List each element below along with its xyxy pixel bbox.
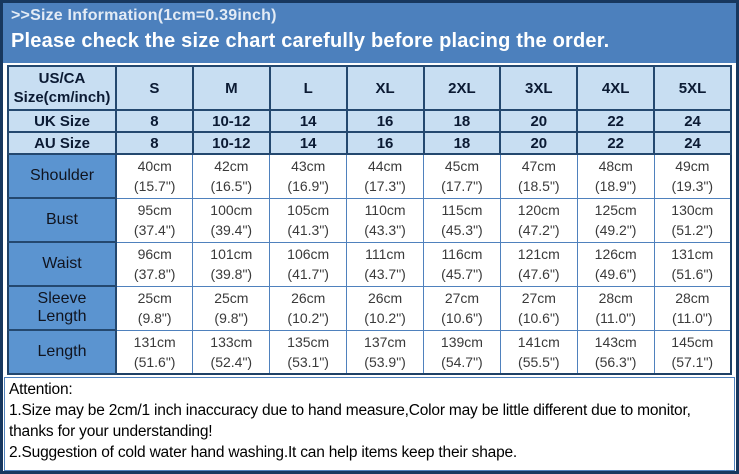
cm-value: 110cm [364, 202, 406, 218]
uk-size-value: 18 [424, 110, 501, 132]
measurement-cell [654, 286, 731, 330]
inch-value: (39.4") [210, 222, 253, 238]
row-label-waist: Waist [8, 242, 116, 286]
measurement-cell [500, 198, 577, 242]
size-column-header-s: S [116, 66, 193, 110]
cm-value: 95cm [137, 202, 172, 218]
cm-value: 27cm [521, 290, 556, 306]
inch-value: (55.5") [518, 353, 560, 370]
measurement-row-waist [8, 242, 731, 286]
inch-value: (39.8") [210, 266, 253, 282]
cm-value: 42cm [214, 158, 249, 175]
inch-value: (18.5") [518, 178, 560, 195]
cm-value: 106cm [287, 246, 330, 262]
cm-value: 45cm [444, 158, 480, 175]
measurement-row-shoulder [8, 154, 731, 198]
measurement-cell [577, 198, 654, 242]
uk-size-value: 8 [116, 110, 193, 132]
uk-size-label: UK Size [8, 110, 116, 132]
measurement-cell [270, 198, 347, 242]
measurement-cell [193, 154, 270, 198]
inch-value: (10.2") [364, 310, 406, 326]
inch-value: (54.7") [441, 353, 483, 370]
measurement-cell [116, 330, 193, 374]
measurement-cell [424, 242, 501, 286]
cm-value: 111cm [365, 246, 406, 262]
inch-value: (43.3") [364, 222, 406, 238]
inch-value: (10.6") [441, 310, 483, 326]
size-info-heading: >>Size Information(1cm=0.39inch) [11, 7, 277, 24]
au-size-label: AU Size [8, 132, 116, 154]
cm-value: 115cm [441, 202, 483, 218]
measurement-cell [424, 198, 501, 242]
inch-value: (43.7") [364, 266, 406, 282]
measurement-cell [654, 330, 731, 374]
measurement-cell [116, 154, 193, 198]
inch-value: (10.6") [518, 310, 560, 326]
uk-size-value: 10-12 [193, 110, 270, 132]
inch-value: (9.8") [137, 310, 172, 326]
measurement-cell [193, 198, 270, 242]
attention-title: Attention: [9, 381, 73, 398]
inch-value: (9.8") [214, 310, 249, 326]
measurement-cell [270, 286, 347, 330]
size-column-header-3xl: 3XL [500, 66, 577, 110]
cm-value: 28cm [598, 290, 633, 306]
measurement-cell [500, 286, 577, 330]
inch-value: (52.4") [210, 353, 253, 370]
uk-size-value: 22 [577, 110, 654, 132]
measurement-cell [424, 286, 501, 330]
cm-value: 44cm [367, 158, 403, 175]
measurement-cell [654, 198, 731, 242]
size-column-header-2xl: 2XL [424, 66, 501, 110]
measurement-cell [577, 330, 654, 374]
measurement-cell [193, 286, 270, 330]
measurement-cell [347, 242, 424, 286]
measurement-cell [577, 242, 654, 286]
cm-value: 116cm [441, 246, 483, 262]
inch-value: (41.7") [287, 266, 329, 282]
row-label-shoulder: Shoulder [8, 154, 116, 198]
size-chart-table [7, 65, 732, 375]
uk-size-value: 16 [347, 110, 424, 132]
measurement-cell [347, 198, 424, 242]
measurement-cell [116, 286, 193, 330]
cm-value: 100cm [210, 202, 253, 218]
banner [3, 3, 736, 63]
au-size-value: 14 [270, 132, 347, 154]
inch-value: (11.0") [595, 310, 636, 326]
size-column-header-xl: XL [347, 66, 424, 110]
cm-value: 27cm [444, 290, 480, 306]
measurement-cell [654, 154, 731, 198]
size-column-header-5xl: 5XL [654, 66, 731, 110]
cm-value: 133cm [210, 333, 253, 350]
cm-value: 28cm [675, 290, 710, 306]
inch-value: (15.7") [133, 178, 176, 195]
uk-size-row [8, 110, 731, 132]
inch-value: (41.3") [287, 222, 329, 238]
au-size-row [8, 132, 731, 154]
inch-value: (49.2") [594, 222, 637, 238]
inch-value: (18.9") [594, 178, 637, 195]
inch-value: (19.3") [671, 178, 714, 195]
corner-header: US/CA Size(cm/inch) [8, 66, 116, 110]
cm-value: 96cm [137, 246, 172, 262]
au-size-value: 24 [654, 132, 731, 154]
uk-size-value: 20 [500, 110, 577, 132]
cm-value: 48cm [598, 158, 633, 175]
measurement-cell [193, 242, 270, 286]
measurement-cell [270, 154, 347, 198]
inch-value: (45.7") [441, 266, 483, 282]
cm-value: 131cm [133, 333, 176, 350]
cm-value: 47cm [521, 158, 556, 175]
au-size-value: 20 [500, 132, 577, 154]
inch-value: (17.7") [441, 178, 483, 195]
measurement-cell [654, 242, 731, 286]
measurement-cell [116, 198, 193, 242]
measurement-cell [577, 154, 654, 198]
cm-value: 105cm [287, 202, 330, 218]
inch-value: (10.2") [287, 310, 329, 326]
measurement-row-length [8, 330, 731, 374]
size-column-header-4xl: 4XL [577, 66, 654, 110]
inch-value: (17.3") [364, 178, 406, 195]
measurement-cell [347, 286, 424, 330]
cm-value: 40cm [137, 158, 172, 175]
au-size-value: 22 [577, 132, 654, 154]
cm-value: 130cm [671, 202, 714, 218]
measurement-cell [500, 330, 577, 374]
attention-note-1: 1.Size may be 2cm/1 inch inaccuracy due to hand measure,Color may be little different due to monitor, thanks for your understanding! [9, 402, 691, 440]
row-label-bust: Bust [8, 198, 116, 242]
cm-value: 25cm [137, 290, 172, 306]
row-label-length: Length [8, 330, 116, 374]
measurement-row-bust [8, 198, 731, 242]
inch-value: (16.5") [210, 178, 253, 195]
inch-value: (57.1") [671, 353, 714, 370]
cm-value: 26cm [367, 290, 403, 306]
cm-value: 139cm [440, 333, 483, 350]
cm-value: 131cm [671, 246, 714, 262]
uk-size-value: 24 [654, 110, 731, 132]
inch-value: (51.2") [671, 222, 714, 238]
measurement-cell [270, 330, 347, 374]
inch-value: (47.6") [518, 266, 560, 282]
cm-value: 141cm [517, 333, 560, 350]
attention-box [4, 377, 735, 471]
cm-value: 26cm [291, 290, 326, 306]
size-column-header-l: L [270, 66, 347, 110]
inch-value: (37.4") [133, 222, 176, 238]
inch-value: (56.3") [594, 353, 637, 370]
header-row [8, 66, 731, 110]
cm-value: 121cm [517, 246, 560, 262]
inch-value: (53.9") [364, 353, 406, 370]
measurement-row-sleeve-length [8, 286, 731, 330]
au-size-value: 8 [116, 132, 193, 154]
measurement-cell [270, 242, 347, 286]
measurement-cell [424, 154, 501, 198]
measurement-cell [193, 330, 270, 374]
au-size-value: 18 [424, 132, 501, 154]
inch-value: (45.3") [441, 222, 483, 238]
cm-value: 125cm [594, 202, 637, 218]
cm-value: 145cm [671, 333, 714, 350]
inch-value: (53.1") [287, 353, 329, 370]
measurement-cell [347, 154, 424, 198]
inch-value: (11.0") [672, 310, 713, 326]
inch-value: (37.8") [133, 266, 176, 282]
cm-value: 143cm [594, 333, 637, 350]
cm-value: 120cm [517, 202, 560, 218]
cm-value: 49cm [675, 158, 710, 175]
inch-value: (16.9") [287, 178, 329, 195]
au-size-value: 16 [347, 132, 424, 154]
cm-value: 137cm [364, 333, 407, 350]
measurement-cell [116, 242, 193, 286]
cm-value: 101cm [210, 246, 253, 262]
row-label-sleeve-length: Sleeve Length [8, 286, 116, 330]
inch-value: (51.6") [133, 353, 176, 370]
inch-value: (47.2") [518, 222, 560, 238]
cm-value: 43cm [291, 158, 326, 175]
measurement-cell [424, 330, 501, 374]
measurement-cell [577, 286, 654, 330]
inch-value: (51.6") [671, 266, 714, 282]
uk-size-value: 14 [270, 110, 347, 132]
au-size-value: 10-12 [193, 132, 270, 154]
measurement-cell [347, 330, 424, 374]
attention-note-2: 2.Suggestion of cold water hand washing.It can help items keep their shape. [9, 444, 518, 461]
cm-value: 25cm [214, 290, 249, 306]
cm-value: 135cm [287, 333, 330, 350]
measurement-cell [500, 154, 577, 198]
measurement-cell [500, 242, 577, 286]
cm-value: 126cm [594, 246, 637, 262]
banner-message: Please check the size chart carefully before placing the order. [11, 30, 610, 52]
size-column-header-m: M [193, 66, 270, 110]
inch-value: (49.6") [594, 266, 637, 282]
